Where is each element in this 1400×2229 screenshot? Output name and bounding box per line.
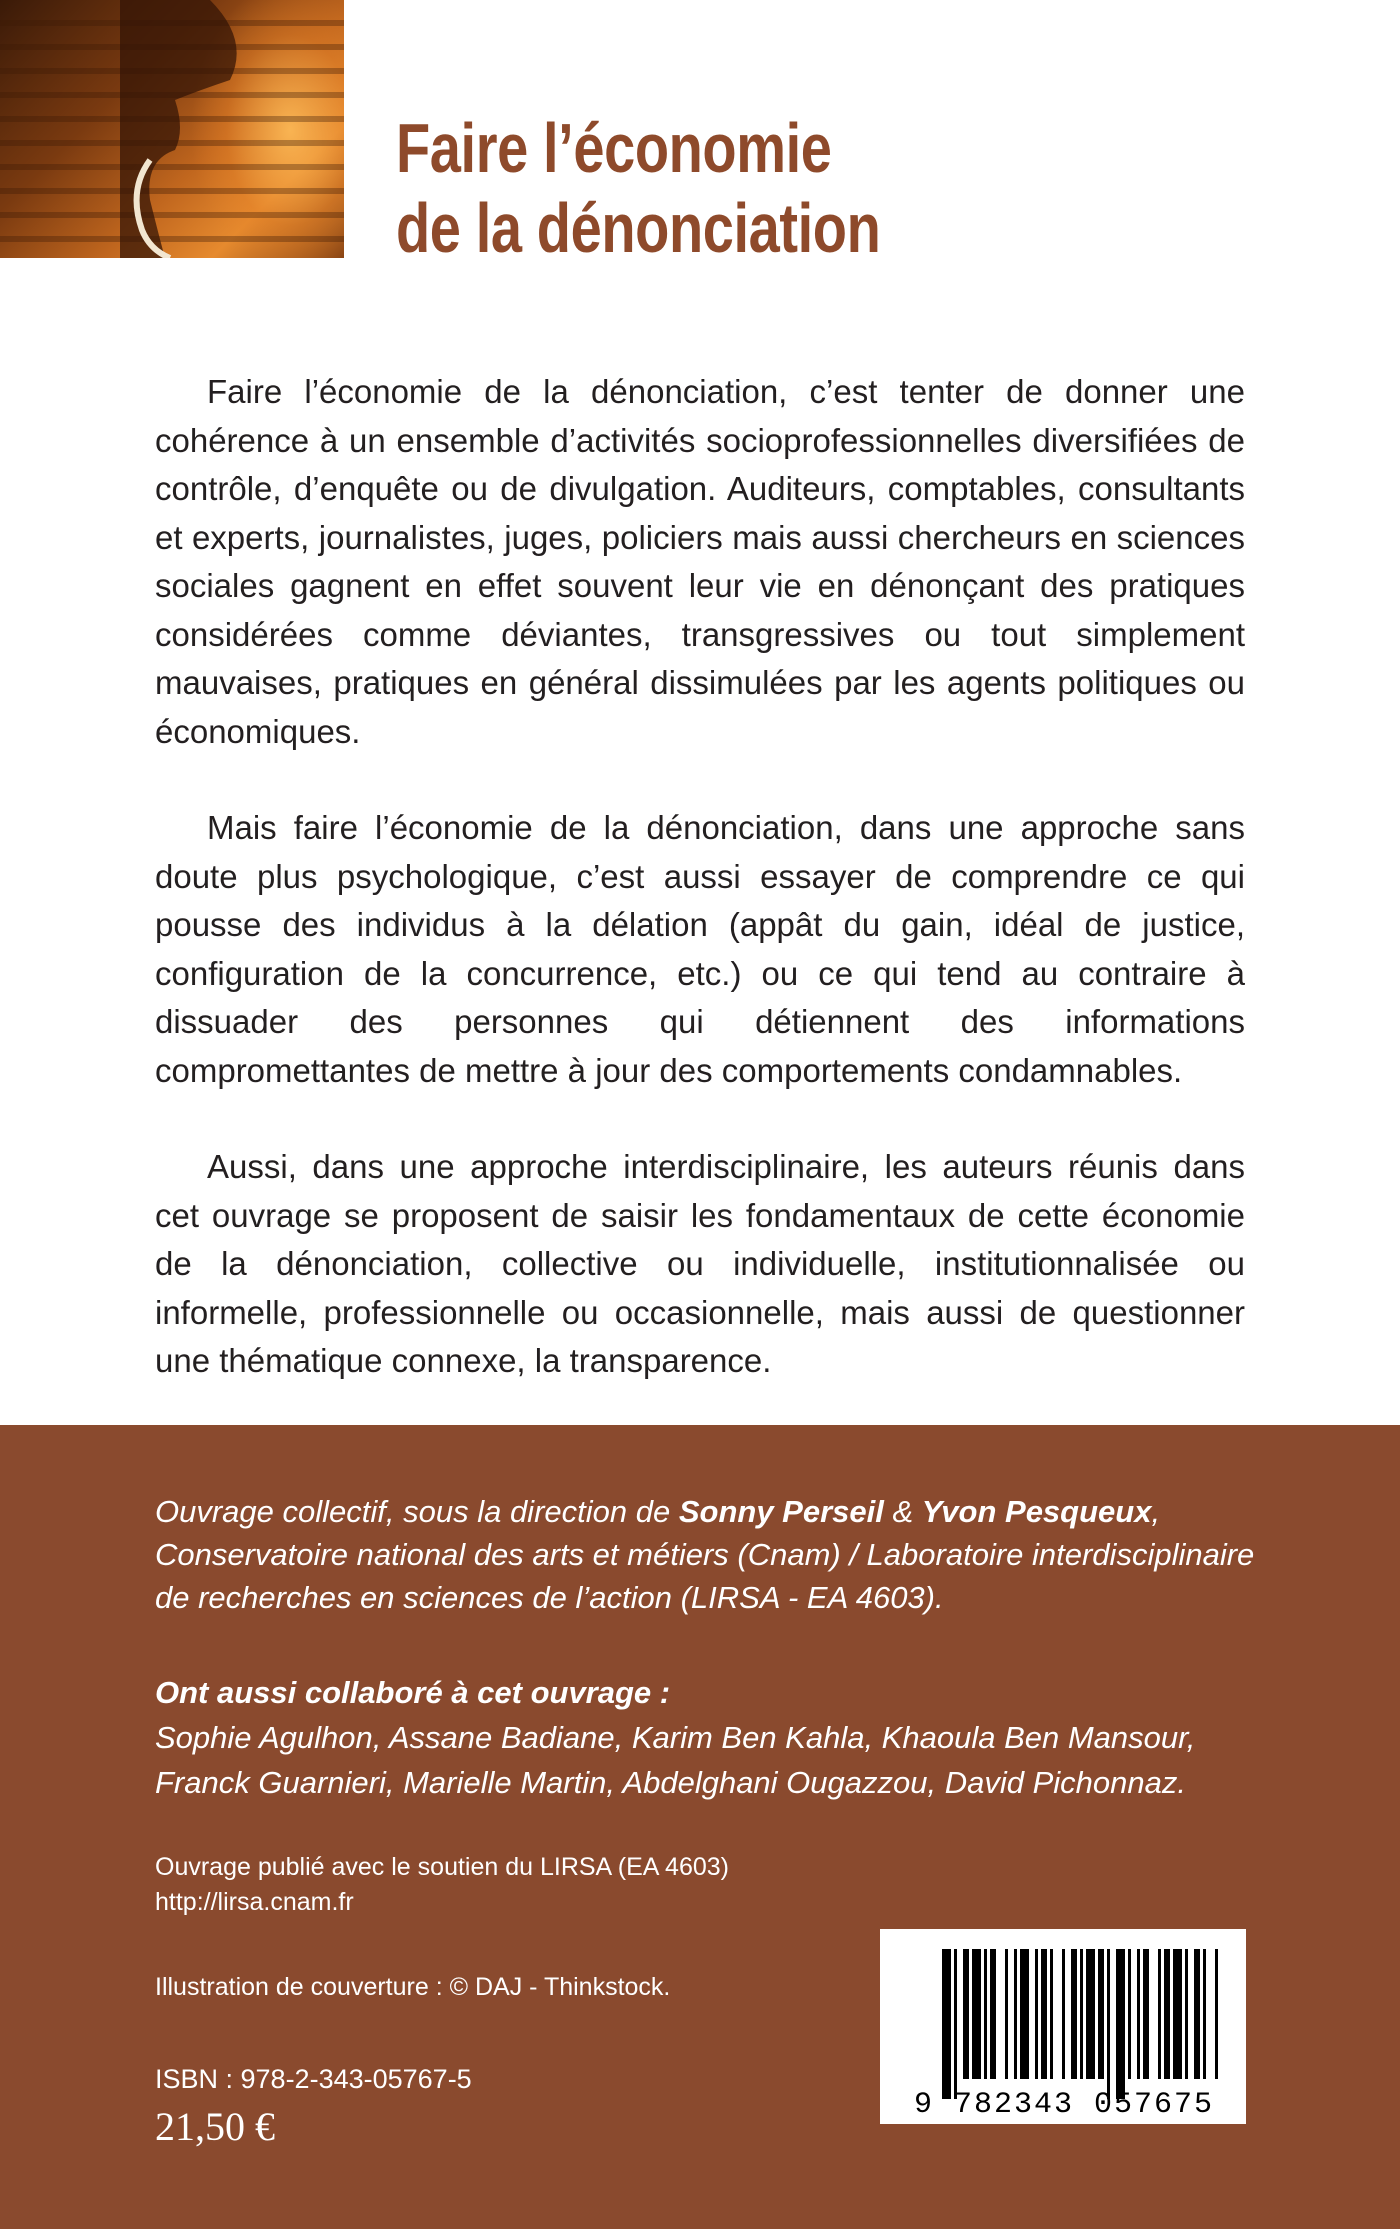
barcode-bar [1020, 1949, 1029, 2079]
isbn: ISBN : 978-2-343-05767-5 [155, 2064, 472, 2094]
barcode-bar [1164, 1949, 1170, 2079]
cover-illustration [0, 0, 344, 258]
barcode-bar [972, 1949, 981, 2079]
barcode-bar [1062, 1949, 1065, 2079]
illustration-credit: Illustration de couverture : © DAJ - Thinkstock. [155, 1973, 671, 2001]
blurb-paragraph-1: Faire l’économie de la dénonciation, c’est tenter de donner une cohérence à un ensemble d’activités socioprofessionnelles diversifiées de contrôle, d’enquête ou de divulgation. Auditeurs, comptables, consultants et experts, journalistes, juges, policiers mais aussi chercheurs en sciences sociales gagnent en effet souvent leur vie en dénonçant des pratiques considérées comme déviantes, transgressives ou tout simplement mauvaises, pratiques en général dissimulées par les agents politiques ou économiques. [155, 373, 1245, 750]
support-url: http://lirsa.cnam.fr [155, 1888, 354, 1916]
barcode-bar [1086, 1949, 1095, 2079]
barcode-bar [954, 1949, 957, 2099]
support-note [155, 1850, 729, 1920]
barcode-bar [990, 1949, 996, 2079]
collaborators-heading: Ont aussi collaboré à cet ouvrage : [155, 1675, 671, 1710]
blurb [155, 368, 1245, 1434]
blurb-paragraph-3: Aussi, dans une approche interdisciplinaire, les auteurs réunis dans cet ouvrage se proposent de saisir les fondamentaux de cette économie de la dénonciation, collective ou individuelle, institutionnalisée ou informelle, professionnelle ou occasionnelle, mais aussi de questionner une thématique connexe, la transparence. [155, 1148, 1245, 1379]
barcode-bar [1107, 1949, 1110, 2099]
barcode-bar [1185, 1949, 1188, 2079]
editor-name: Yvon Pesqueux [921, 1494, 1152, 1529]
price: 21,50 € [155, 2104, 275, 2149]
barcode-bar [1005, 1949, 1008, 2079]
barcode-bar [1215, 1949, 1218, 2079]
barcode-bar [963, 1949, 969, 2079]
barcode-bar [1035, 1949, 1038, 2079]
title-line-1: Faire l’économie [396, 109, 832, 187]
barcode-digits: 9 782343 057675 [914, 2088, 1215, 2122]
barcode-bar [1080, 1949, 1083, 2079]
publisher-info-band [0, 1425, 1400, 2229]
editors-credit: Ouvrage collectif, sous la direction de Sonny Perseil & Yvon Pesqueux, Conservatoire national des arts et métiers (Cnam) / Laboratoire interdisciplinaire de recherches en sciences de l’action (LIRSA - EA 4603). [155, 1494, 1255, 1615]
editor-name: Sonny Perseil [678, 1494, 884, 1529]
barcode-bar [1143, 1949, 1149, 2079]
book-title [396, 108, 1116, 268]
collaborators-line-2: Franck Guarnieri, Marielle Martin, Abdelghani Ougazzou, David Pichonnaz. [155, 1765, 1186, 1800]
barcode-bar [1203, 1949, 1206, 2079]
barcode-bar [1173, 1949, 1182, 2079]
barcode-bar [1050, 1949, 1053, 2079]
blurb-paragraph-2: Mais faire l’économie de la dénonciation, dans une approche sans doute plus psychologique, c’est aussi essayer de comprendre ce qui pousse des individus à la délation (appât du gain, idéal de justice, configuration de la concurrence, etc.) ou ce qui tend au contraire à dissuader des personnes qui détiennent des informations compromettantes de mettre à jour des comportements condamnables. [155, 809, 1245, 1089]
collaborators [155, 1670, 1265, 1805]
barcode-bar [1098, 1949, 1104, 2079]
barcode-bar [1158, 1949, 1161, 2079]
barcode-bar [1137, 1949, 1140, 2079]
barcode-bar [1071, 1949, 1077, 2079]
barcode-bar [1194, 1949, 1200, 2079]
barcode-bar [1041, 1949, 1047, 2079]
barcode-bar [1014, 1949, 1017, 2079]
barcode-bar [1116, 1949, 1125, 2099]
barcode [880, 1929, 1246, 2124]
barcode-bar [984, 1949, 987, 2079]
barcode-bar [1128, 1949, 1131, 2079]
title-line-2: de la dénonciation [396, 189, 881, 267]
collaborators-line-1: Sophie Agulhon, Assane Badiane, Karim Ben Kahla, Khaoula Ben Mansour, [155, 1720, 1196, 1755]
barcode-bar [942, 1949, 951, 2099]
support-line: Ouvrage publié avec le soutien du LIRSA (EA 4603) [155, 1853, 729, 1881]
